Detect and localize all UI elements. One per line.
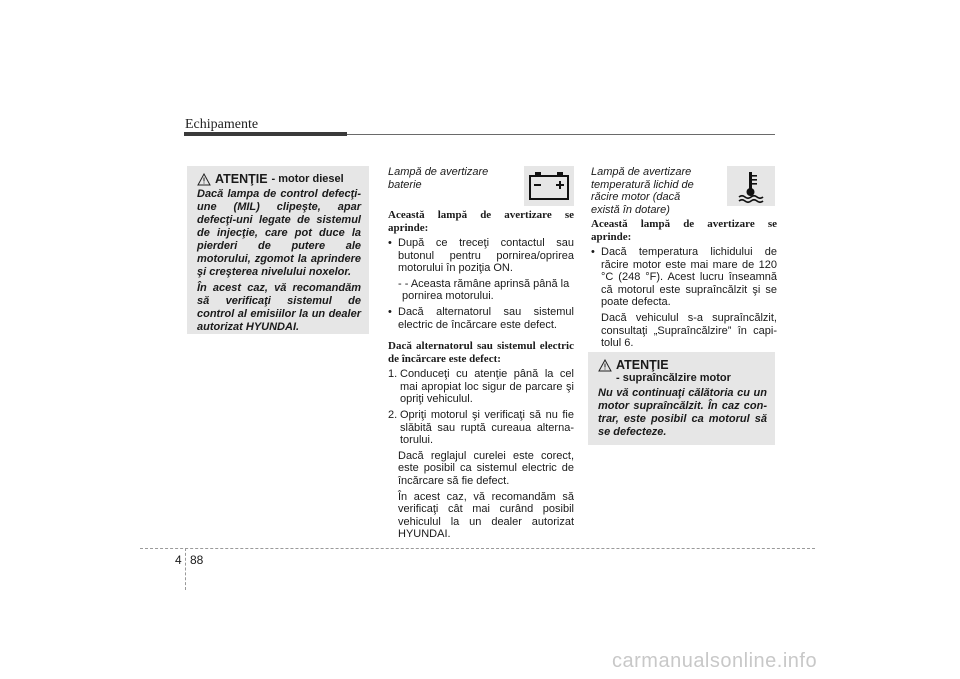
footer-vertical-divider [185, 548, 186, 590]
section-title: Echipamente [185, 117, 259, 132]
caution-subtitle: - motor diesel [271, 173, 344, 185]
watermark: carmanualsonline.info [612, 650, 818, 672]
caution-paragraph: Dacă lampa de control defecţi-une (MIL) clipeşte, apar defecţi-uni legate de sistemul de injecţie, care pot duce la pierderi de putere ale motorului, zgomot la aprindere şi creşterea nivelului noxelor. [197, 188, 361, 278]
footer-divider [140, 548, 815, 549]
battery-step-note: În acest caz, vă recomandăm să verificaţi cât mai curând posibil vehiculul la un dealer autorizat HYUNDAI. [398, 490, 574, 541]
caution-box-diesel [187, 166, 369, 334]
battery-lead: Această lampă de avertizare se aprinde: [388, 209, 574, 234]
coolant-section [591, 166, 777, 353]
battery-section [388, 166, 574, 544]
page-number: 88 [190, 553, 204, 567]
header-divider-thick [184, 132, 347, 136]
caution-subtitle: - supraîncălzire motor [616, 372, 731, 384]
warning-triangle-icon [197, 173, 211, 186]
header-divider-thin [347, 134, 775, 135]
chapter-number: 4 [175, 553, 182, 567]
battery-defect-heading: Dacă alternatorul sau sistemul electric de încărcare este defect: [388, 340, 574, 365]
battery-bullet: • Dacă alternatorul sau sistemul electric de încărcare este defect. [388, 306, 574, 331]
battery-step: 2. Opriţi motorul şi verificaţi să nu fie slăbită sau ruptă cureaua alterna-torului. [388, 408, 574, 447]
caution-header [197, 172, 361, 186]
coolant-bullet: • Dacă temperatura lichidului de răcire motor este mai mare de 120 °C (248 °F). Acest lucru înseamnă că motorul este supraîncălzit şi se poate defecta. [591, 246, 777, 309]
coolant-lead: Această lampă de avertizare se aprinde: [591, 218, 777, 243]
caution-title: ATENŢIE [215, 172, 268, 186]
warning-triangle-icon [598, 359, 612, 372]
caution-title: ATENŢIE [616, 358, 669, 372]
caution-paragraph: În acest caz, vă recomandăm să verificaţi sistemul de control al emisiilor la un dealer autorizat HYUNDAI. [197, 282, 361, 333]
caution-paragraph: Nu vă continuaţi călătoria cu un motor supraîncălzit. În caz con-trar, este posibil ca motorul să se defecteze. [598, 387, 767, 438]
battery-sub-item: - - Aceasta rămâne aprinsă până la pornirea motorului. [398, 277, 570, 303]
battery-step-note: Dacă reglajul curelei este corect, este posibil ca sistemul electric de încărcare să fie defect. [398, 449, 574, 487]
battery-step: 1. Conduceţi cu atenţie până la cel mai apropiat loc sigur de parcare şi opriţi vehiculul. [388, 368, 574, 406]
caution-box-overheat [588, 352, 775, 445]
coolant-lamp-title: Lampă de avertizare temperatură lichid de răcire motor (dacă există în dotare) [591, 166, 694, 216]
coolant-note: Dacă vehiculul s-a supraîncălzit, consultaţi „Supraîncălzire” în capi-tolul 6. [601, 311, 777, 350]
caution-header [598, 358, 767, 372]
battery-bullet: • După ce treceţi contactul sau butonul pentru pornirea/oprirea motorului în poziţia ON. [388, 237, 574, 275]
battery-lamp-title: Lampă de avertizare baterie [388, 166, 489, 191]
